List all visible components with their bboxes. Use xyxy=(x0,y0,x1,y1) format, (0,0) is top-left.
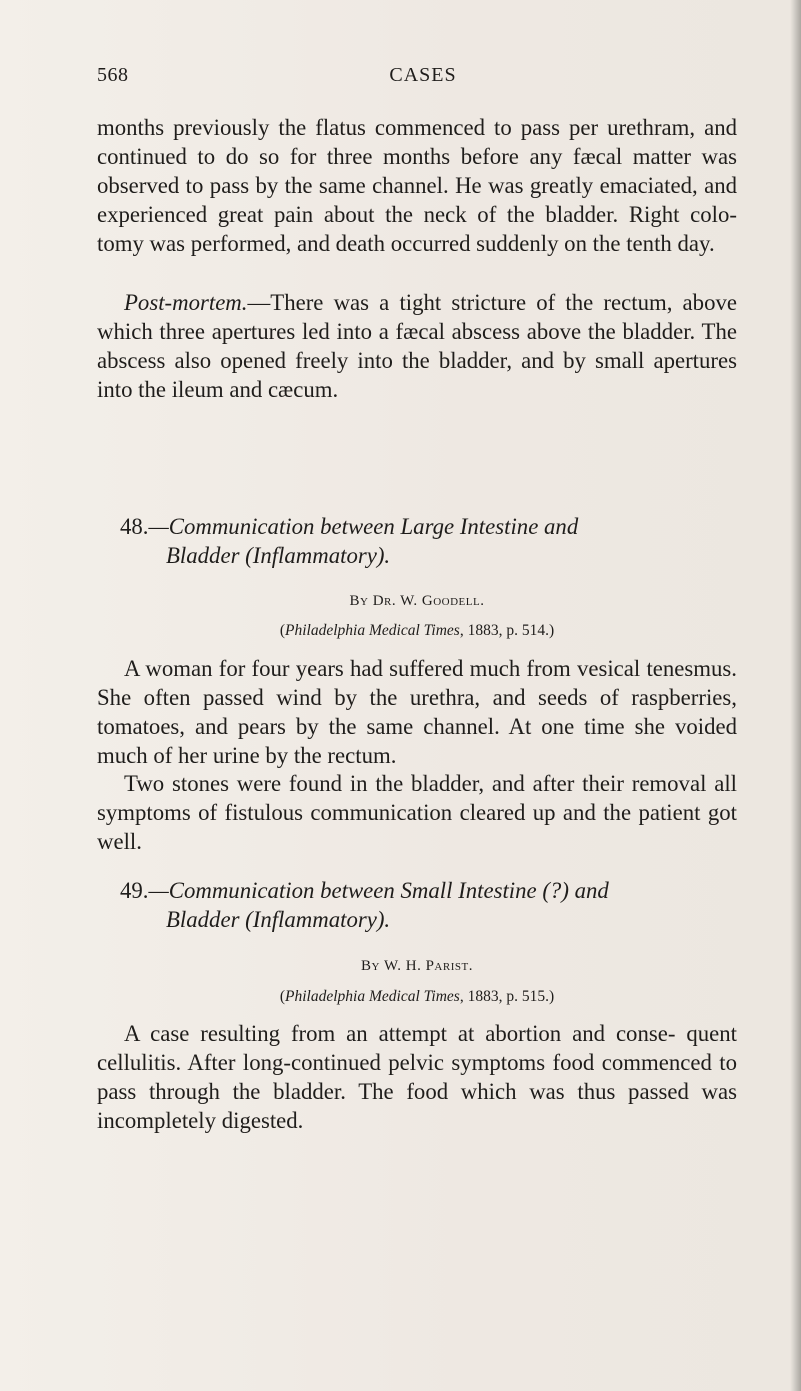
case-48-source-journal: Philadelphia Medical Times xyxy=(285,622,460,639)
page-gutter-shadow xyxy=(790,0,801,1391)
case-49-source-journal: Philadelphia Medical Times xyxy=(285,988,460,1005)
case-49-source xyxy=(97,988,737,1006)
case-48-heading xyxy=(120,513,705,570)
case-48-source xyxy=(97,622,737,640)
case-48-title-line-2: Bladder (Inflammatory). xyxy=(166,542,391,568)
case-48-title-line-1: —Communication between Large Intestine and xyxy=(148,514,579,539)
running-head xyxy=(97,64,707,92)
case-49-title-line-2: Bladder (Inflammatory). xyxy=(166,906,391,932)
case-49-number: 49. xyxy=(120,878,149,903)
case-48-source-details: , 1883, p. 514.) xyxy=(459,622,555,639)
case-48-paragraph-1: A woman for four years had suffered much from vesical tenesmus. She often passed wind by the urethra, and seeds of raspberries, tomatoes, and pears by the same channel. At one time she voided much of her urine by the rectum. xyxy=(97,656,737,768)
case-47-postmortem-paragraph xyxy=(97,289,737,405)
case-48-number: 48. xyxy=(120,514,149,539)
case-49-heading xyxy=(120,877,705,934)
case-49-byline: By W. H. Parist. xyxy=(361,958,473,974)
case-47-continued-paragraph: months previously the flatus commenced to pass per urethram, and continued to do so for three months before any fæcal matter was observed to pass by the same channel. He was greatly emaciated, and experienced great pain about the neck of the bladder. Right colo- tomy was performed, and death occurred suddenly on the tenth day. xyxy=(97,115,737,256)
case-49-paragraph-1: A case resulting from an attempt at abortion and conse- quent cellulitis. After long-continued pelvic symptoms food commenced to pass through the bladder. The food which was thus passed was incompletely digested. xyxy=(97,1021,737,1133)
case-48-source-open: ( xyxy=(279,622,286,639)
postmortem-text: —There was a tight stricture of the rectum, above which three apertures led into a fæcal abscess above the bladder. The abscess also opened freely into the bladder, and by small apertures into the ileum and cæcum. xyxy=(97,290,737,402)
case-49-title-line-1: —Communication between Small Intestine (?) and xyxy=(148,878,609,903)
case-49-source-open: ( xyxy=(279,988,286,1005)
page-number: 568 xyxy=(97,64,129,86)
postmortem-label: Post-mortem. xyxy=(124,290,248,315)
case-49-source-details: , 1883, p. 515.) xyxy=(459,988,555,1005)
case-48-byline: By Dr. W. Goodell. xyxy=(349,593,485,609)
case-48-paragraph-2: Two stones were found in the bladder, and after their removal all symptoms of fistulous communication cleared up and the patient got well. xyxy=(97,771,737,854)
running-title: CASES xyxy=(389,64,457,86)
